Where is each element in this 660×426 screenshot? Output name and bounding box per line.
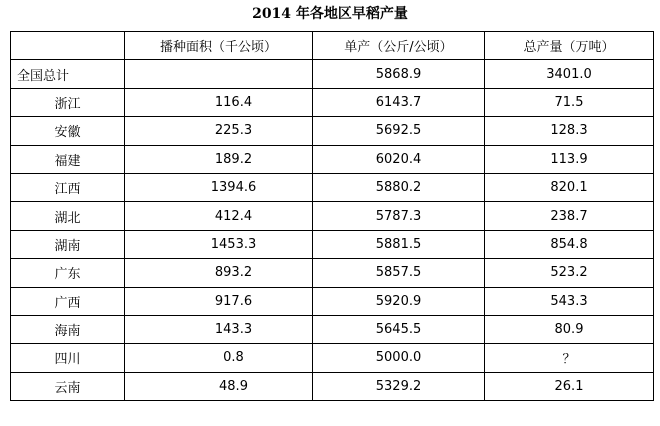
region-cell: 浙江 [11, 88, 125, 116]
area-cell: 143.3 [125, 315, 313, 343]
region-cell: 江西 [11, 173, 125, 201]
output-cell: 26.1 [485, 372, 654, 400]
table-header-row [11, 32, 654, 60]
yield-cell: 5857.5 [313, 259, 485, 287]
region-cell: 湖南 [11, 230, 125, 258]
table-row [11, 230, 654, 258]
table-row [11, 60, 654, 88]
area-cell: 1394.6 [125, 173, 313, 201]
region-cell: 安徽 [11, 117, 125, 145]
rice-production-table [10, 31, 654, 401]
table-row [11, 287, 654, 315]
output-cell: 854.8 [485, 230, 654, 258]
yield-cell: 5692.5 [313, 117, 485, 145]
output-cell: 238.7 [485, 202, 654, 230]
table-row [11, 145, 654, 173]
table-row [11, 344, 654, 372]
header-yield: 单产（公斤/公顷） [313, 32, 485, 60]
table-row [11, 202, 654, 230]
table-row [11, 117, 654, 145]
yield-cell: 5920.9 [313, 287, 485, 315]
region-cell: 广西 [11, 287, 125, 315]
table-title: 2014 年各地区早稻产量 [252, 6, 408, 22]
area-cell [125, 60, 313, 88]
yield-cell: 6020.4 [313, 145, 485, 173]
output-cell: 523.2 [485, 259, 654, 287]
area-cell: 412.4 [125, 202, 313, 230]
table-row [11, 259, 654, 287]
yield-cell: 5645.5 [313, 315, 485, 343]
output-cell: 128.3 [485, 117, 654, 145]
table-row [11, 88, 654, 116]
yield-cell: 6143.7 [313, 88, 485, 116]
region-cell: 福建 [11, 145, 125, 173]
output-cell: 820.1 [485, 173, 654, 201]
table-row [11, 315, 654, 343]
output-cell: 543.3 [485, 287, 654, 315]
table-row [11, 372, 654, 400]
area-cell: 0.8 [125, 344, 313, 372]
header-region [11, 32, 125, 60]
yield-cell: 5000.0 [313, 344, 485, 372]
region-cell: 海南 [11, 315, 125, 343]
output-cell: 71.5 [485, 88, 654, 116]
table-row [11, 173, 654, 201]
area-cell: 48.9 [125, 372, 313, 400]
region-cell: 云南 [11, 372, 125, 400]
region-cell: 四川 [11, 344, 125, 372]
yield-cell: 5868.9 [313, 60, 485, 88]
yield-cell: 5880.2 [313, 173, 485, 201]
output-cell: 113.9 [485, 145, 654, 173]
area-cell: 189.2 [125, 145, 313, 173]
output-cell: ？ [485, 344, 654, 372]
output-cell: 80.9 [485, 315, 654, 343]
area-cell: 917.6 [125, 287, 313, 315]
area-cell: 116.4 [125, 88, 313, 116]
area-cell: 225.3 [125, 117, 313, 145]
header-output: 总产量（万吨） [485, 32, 654, 60]
output-cell: 3401.0 [485, 60, 654, 88]
region-cell: 湖北 [11, 202, 125, 230]
yield-cell: 5329.2 [313, 372, 485, 400]
yield-cell: 5881.5 [313, 230, 485, 258]
area-cell: 1453.3 [125, 230, 313, 258]
region-cell: 广东 [11, 259, 125, 287]
region-cell: 全国总计 [11, 60, 125, 88]
yield-cell: 5787.3 [313, 202, 485, 230]
area-cell: 893.2 [125, 259, 313, 287]
header-area: 播种面积（千公顷） [125, 32, 313, 60]
